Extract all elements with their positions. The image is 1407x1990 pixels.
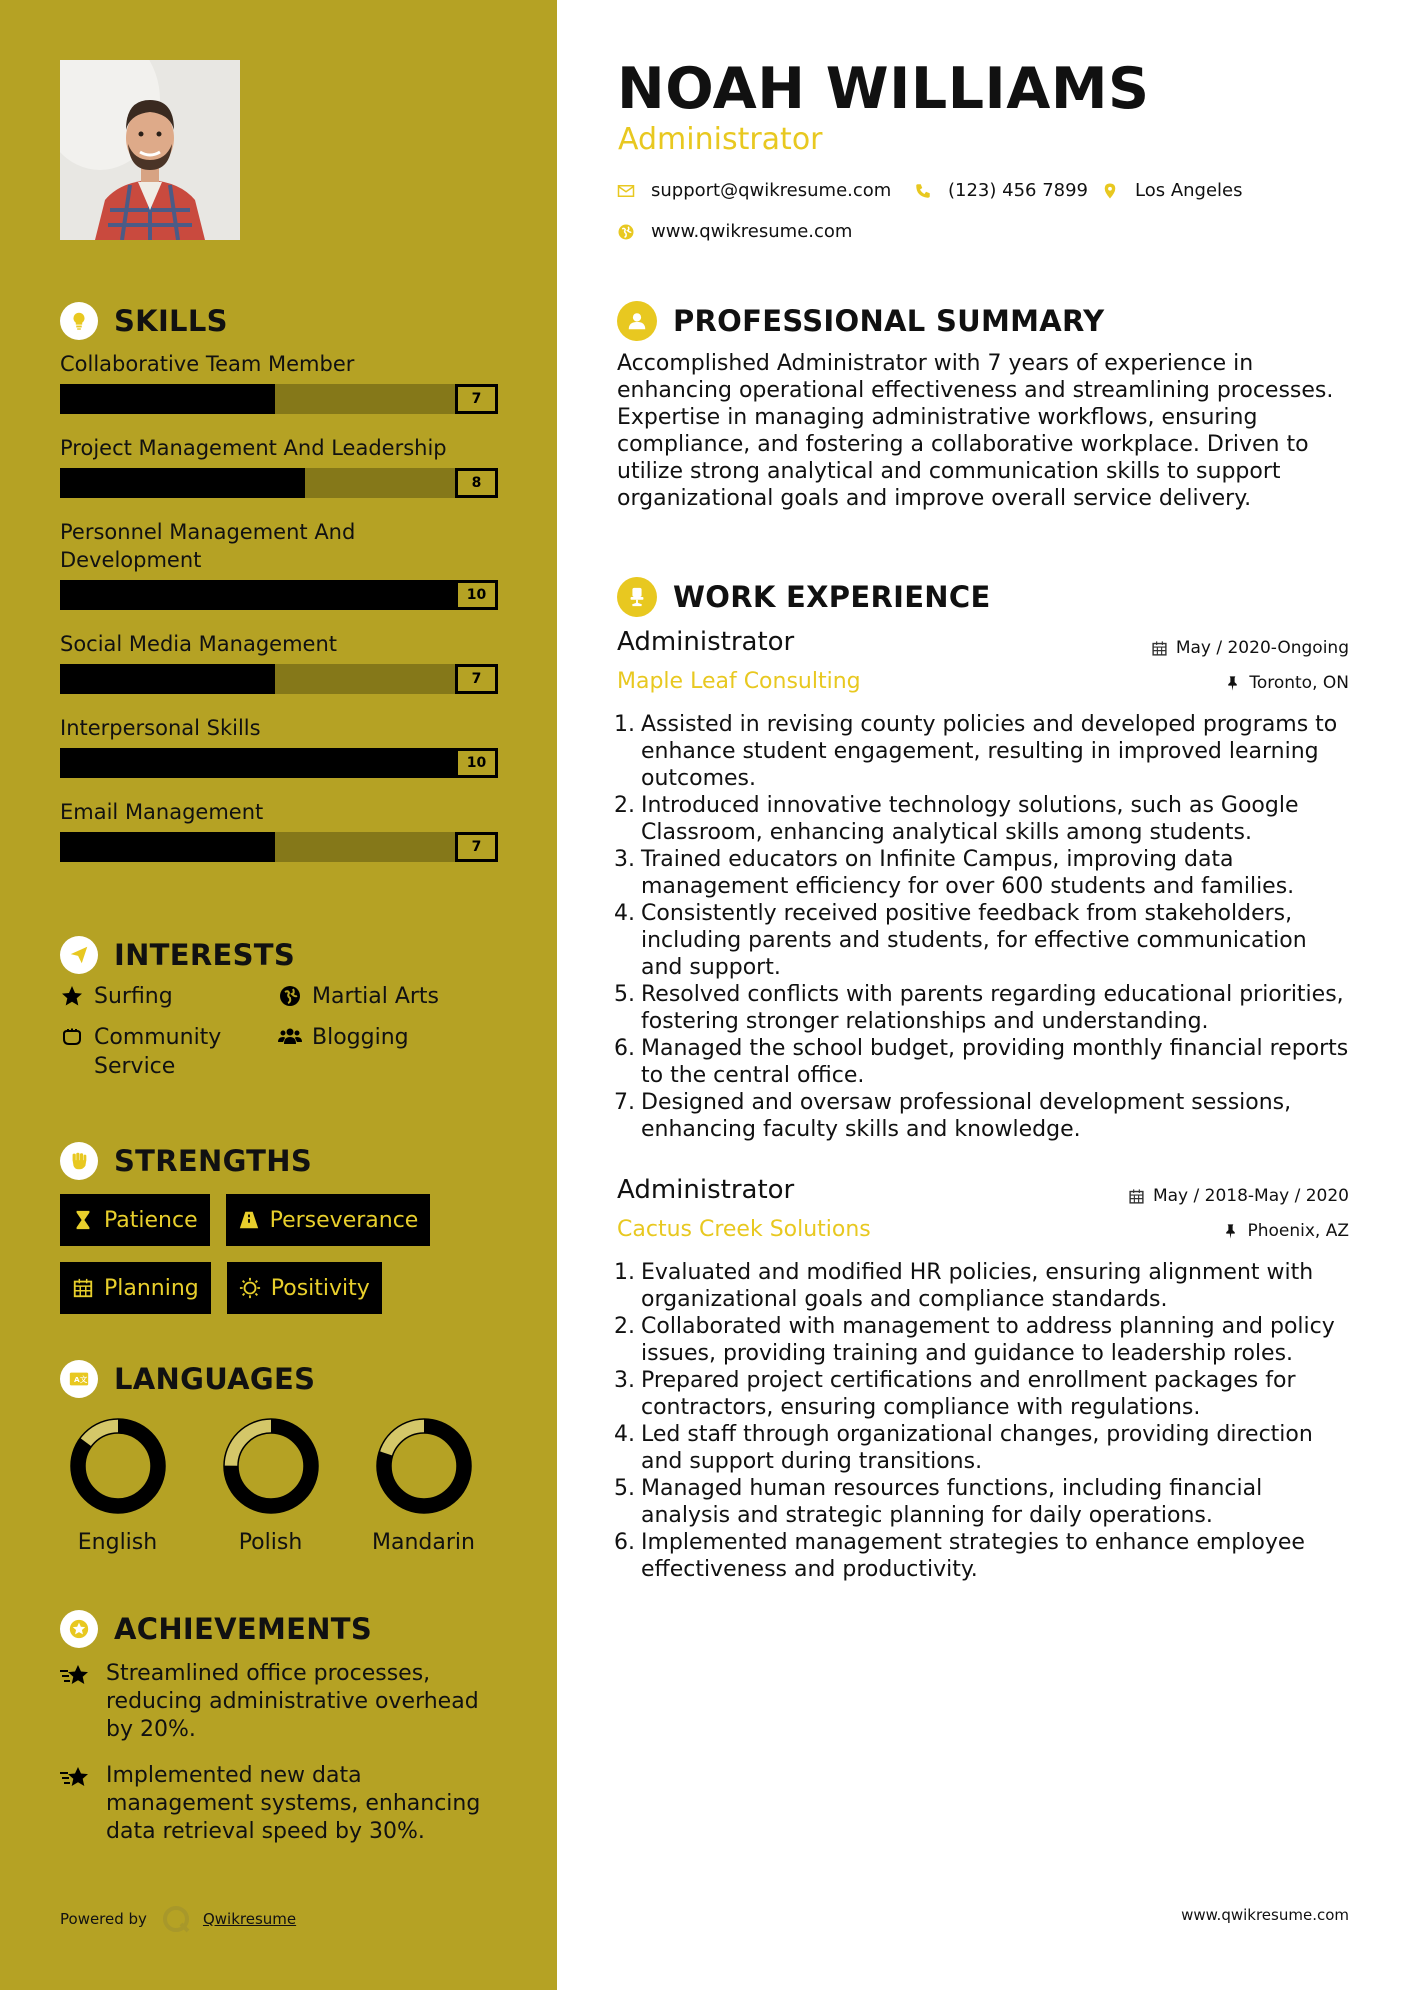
- paper-plane-icon: [60, 936, 98, 974]
- strength-badge: [60, 1262, 211, 1314]
- duty-text: Managed the school budget, providing monthly financial reports to the central office.: [641, 1036, 1349, 1088]
- interest-label: Surfing: [94, 984, 173, 1009]
- skill-name: Social Media Management: [60, 632, 338, 656]
- achievement-text: Streamlined office processes, reducing administrative overhead by 20%.: [106, 1661, 479, 1742]
- strength-badge: [227, 1262, 382, 1314]
- duty-text: Consistently received positive feedback from stakeholders, including parents and students, for effective communication and support.: [641, 901, 1307, 980]
- svg-text:A: A: [73, 1375, 80, 1385]
- duty-text: Managed human resources functions, including financial analysis and strategic planning for daily operations.: [641, 1476, 1263, 1528]
- duty-text: Assisted in revising county policies and developed programs to enhance student engagement, resulting in improved learning outcomes.: [641, 712, 1338, 791]
- skill-bar-fill: [60, 832, 275, 862]
- svg-text:文: 文: [79, 1375, 88, 1385]
- duty-item: 2. Introduced innovative technology solutions, such as Google Classroom, enhancing analytical skills among students.: [612, 792, 1352, 846]
- location-text: Los Angeles: [1135, 180, 1243, 201]
- interest-item: [60, 1023, 278, 1081]
- phone-contact[interactable]: [914, 180, 1088, 201]
- duty-item: 3. Prepared project certifications and enrollment packages for contractors, ensuring compliance with regulations.: [612, 1367, 1352, 1421]
- globe-icon: [278, 984, 302, 1008]
- strengths-list: [60, 1194, 520, 1314]
- skill-level: 8: [455, 468, 498, 498]
- duty-item: 1. Assisted in revising county policies and developed programs to enhance student engagement, resulting in improved learning outcomes.: [612, 711, 1352, 792]
- experience-title: WORK EXPERIENCE: [673, 580, 991, 614]
- strength-badge: [60, 1194, 210, 1246]
- job-location: [1222, 1221, 1349, 1241]
- summary-title: PROFESSIONAL SUMMARY: [673, 304, 1105, 338]
- languages-title: LANGUAGES: [114, 1362, 316, 1396]
- sun-icon: [239, 1277, 261, 1299]
- skill-bar: [60, 832, 498, 862]
- website-text[interactable]: www.qwikresume.com: [651, 221, 853, 242]
- job-location: [1224, 673, 1349, 693]
- duty-item: 1. Evaluated and modified HR policies, ensuring alignment with organizational goals and compliance standards.: [612, 1259, 1352, 1313]
- skill-level: 7: [455, 832, 498, 862]
- skills-heading: [60, 302, 228, 340]
- achievements-heading: [60, 1610, 372, 1648]
- skills-title: SKILLS: [114, 304, 228, 338]
- skill-item: [60, 630, 500, 694]
- skills-list: [60, 350, 500, 882]
- skill-bar-fill: [60, 580, 455, 610]
- skill-name: Interpersonal Skills: [60, 716, 261, 740]
- skill-level: 7: [455, 664, 498, 694]
- duty-text: Designed and oversaw professional development sessions, enhancing faculty skills and knowledge.: [641, 1090, 1292, 1142]
- duty-text: Introduced innovative technology solutions, such as Google Classroom, enhancing analytical skills among students.: [641, 793, 1299, 845]
- language-ring: [372, 1414, 476, 1518]
- globe-icon: [617, 223, 635, 241]
- duty-text: Led staff through organizational changes, providing direction and support during transitions.: [641, 1422, 1313, 1474]
- achievements-list: [60, 1660, 510, 1864]
- strength-label: Planning: [104, 1275, 199, 1301]
- skill-bar: [60, 664, 498, 694]
- skill-bar-fill: [60, 748, 455, 778]
- company-name: Maple Leaf Consulting: [617, 669, 861, 694]
- achievement-item: [60, 1660, 510, 1744]
- language-name: Polish: [238, 1530, 303, 1555]
- chair-icon: [617, 577, 657, 617]
- phone-text[interactable]: (123) 456 7899: [948, 180, 1089, 201]
- lightbulb-icon: [60, 302, 98, 340]
- duty-item: 2. Collaborated with management to address planning and policy issues, providing training and guidance to leadership roles.: [612, 1313, 1352, 1367]
- skill-level: 10: [455, 748, 498, 778]
- language-ring: [66, 1414, 170, 1518]
- duty-item: 5. Resolved conflicts with parents regarding educational priorities, fostering stronger relationships and understanding.: [612, 981, 1352, 1035]
- location-contact: [1101, 180, 1243, 201]
- language-name: Mandarin: [372, 1530, 475, 1555]
- interests-list: [60, 982, 520, 1081]
- candidate-name: NOAH WILLIAMS: [617, 56, 1150, 122]
- achievement-text: Implemented new data management systems, enhancing data retrieval speed by 30%.: [106, 1763, 481, 1844]
- skill-item: [60, 350, 500, 414]
- summary-heading: [617, 301, 1104, 341]
- job-dates-text: May / 2018-May / 2020: [1152, 1186, 1349, 1206]
- skill-bar-fill: [60, 468, 305, 498]
- calendar-icon: [1151, 640, 1168, 657]
- duties-list: [612, 1259, 1352, 1583]
- summary-text: Accomplished Administrator with 7 years of experience in enhancing operational effectiveness and streamlining processes. Expertise in managing administrative workflows, ensuring compliance, and fostering a collaborative workplace. Driven to utilize strong analytical and communication skills to support organizational goals and improve overall service delivery.: [617, 351, 1334, 511]
- skill-name: Project Management And Leadership: [60, 436, 447, 460]
- fist-icon: [60, 1142, 98, 1180]
- skill-item: [60, 798, 500, 862]
- hand-icon: [60, 1025, 84, 1049]
- job-dates-text: May / 2020-Ongoing: [1175, 638, 1349, 658]
- interest-item: [278, 982, 498, 1011]
- duty-text: Collaborated with management to address planning and policy issues, providing training and guidance to leadership roles.: [641, 1314, 1335, 1366]
- duty-item: 6. Implemented management strategies to enhance employee effectiveness and productivity.: [612, 1529, 1352, 1583]
- pushpin-icon: [1224, 675, 1241, 692]
- skill-bar: [60, 748, 498, 778]
- language-icon: [60, 1360, 98, 1398]
- shooting-star-icon: [60, 1765, 92, 1791]
- language-item: [208, 1414, 333, 1555]
- qwikresume-link[interactable]: Qwikresume: [202, 1910, 297, 1928]
- candidate-role: Administrator: [618, 122, 823, 157]
- strength-label: Perseverance: [269, 1207, 419, 1233]
- shooting-star-icon: [60, 1663, 92, 1689]
- job-title: Administrator: [617, 1175, 795, 1205]
- strength-label: Positivity: [270, 1275, 370, 1301]
- powered-by-label: Powered by: [60, 1910, 147, 1928]
- languages-heading: [60, 1360, 315, 1398]
- users-icon: [278, 1025, 302, 1049]
- interest-item: [278, 1023, 498, 1081]
- pushpin-icon: [1222, 1223, 1239, 1240]
- powered-by: [60, 1904, 296, 1934]
- language-item: [361, 1414, 486, 1555]
- skill-item: [60, 518, 500, 610]
- job-title: Administrator: [617, 627, 795, 657]
- road-icon: [238, 1209, 260, 1231]
- strength-badge: [226, 1194, 431, 1246]
- map-pin-icon: [1101, 182, 1119, 200]
- experience-heading: [617, 577, 991, 617]
- duty-text: Resolved conflicts with parents regarding educational priorities, fostering stronger relationships and understanding.: [641, 982, 1344, 1034]
- sidebar: [0, 0, 557, 1990]
- skill-bar: [60, 384, 498, 414]
- duty-item: 5. Managed human resources functions, including financial analysis and strategic planning for daily operations.: [612, 1475, 1352, 1529]
- calendar-icon: [72, 1277, 94, 1299]
- achievements-title: ACHIEVEMENTS: [114, 1612, 373, 1646]
- profile-photo: [60, 60, 240, 240]
- duty-item: 4. Consistently received positive feedback from stakeholders, including parents and students, for effective communication and support.: [612, 900, 1352, 981]
- company-name: Cactus Creek Solutions: [617, 1217, 871, 1242]
- language-item: [55, 1414, 180, 1555]
- achievement-item: [60, 1762, 510, 1846]
- duties-list: [612, 711, 1352, 1143]
- calendar-icon: [1128, 1188, 1145, 1205]
- job-dates: [1151, 638, 1349, 658]
- hourglass-icon: [72, 1209, 94, 1231]
- job-dates: [1128, 1186, 1349, 1206]
- interests-title: INTERESTS: [114, 938, 296, 972]
- profile-photo-image: [60, 60, 240, 240]
- skill-bar-fill: [60, 664, 275, 694]
- email-text[interactable]: support@qwikresume.com: [651, 180, 892, 201]
- envelope-icon: [617, 182, 635, 200]
- duty-text: Trained educators on Infinite Campus, improving data management efficiency for over 600 students and families.: [641, 847, 1295, 899]
- duty-item: 7. Designed and oversaw professional development sessions, enhancing faculty skills and knowledge.: [612, 1089, 1352, 1143]
- duty-item: 6. Managed the school budget, providing monthly financial reports to the central office.: [612, 1035, 1352, 1089]
- job-location-text: Toronto, ON: [1249, 673, 1349, 693]
- skill-bar-fill: [60, 384, 275, 414]
- skill-item: [60, 714, 500, 778]
- star-icon: [60, 984, 84, 1008]
- skill-item: [60, 434, 500, 498]
- footer-website[interactable]: www.qwikresume.com: [1181, 1906, 1349, 1924]
- languages-list: [55, 1414, 495, 1555]
- skill-level: 10: [455, 580, 498, 610]
- skill-name: Email Management: [60, 800, 264, 824]
- strengths-heading: [60, 1142, 312, 1180]
- strength-label: Patience: [104, 1207, 198, 1233]
- skill-name: Collaborative Team Member: [60, 352, 355, 376]
- strengths-title: STRENGTHS: [114, 1144, 313, 1178]
- user-icon: [617, 301, 657, 341]
- interests-heading: [60, 936, 295, 974]
- duty-item: 4. Led staff through organizational changes, providing direction and support during transitions.: [612, 1421, 1352, 1475]
- duty-item: 3. Trained educators on Infinite Campus, improving data management efficiency for over 600 students and families.: [612, 846, 1352, 900]
- skill-bar: [60, 468, 498, 498]
- skill-bar: [60, 580, 498, 610]
- language-name: English: [77, 1530, 158, 1555]
- qwikresume-logo-icon: [161, 1904, 191, 1934]
- email-contact[interactable]: [617, 180, 891, 201]
- duty-text: Implemented management strategies to enhance employee effectiveness and productivity.: [641, 1530, 1305, 1582]
- duty-text: Prepared project certifications and enrollment packages for contractors, ensuring compliance with regulations.: [641, 1368, 1296, 1420]
- website-contact[interactable]: [617, 221, 852, 242]
- interest-label: Community Service: [94, 1025, 222, 1079]
- interest-item: [60, 982, 278, 1011]
- language-ring: [219, 1414, 323, 1518]
- job-location-text: Phoenix, AZ: [1247, 1221, 1349, 1241]
- interest-label: Martial Arts: [312, 984, 440, 1009]
- phone-icon: [914, 182, 932, 200]
- skill-name: Personnel Management And Development: [60, 520, 356, 572]
- star-badge-icon: [60, 1610, 98, 1648]
- duty-text: Evaluated and modified HR policies, ensuring alignment with organizational goals and compliance standards.: [641, 1260, 1314, 1312]
- skill-level: 7: [455, 384, 498, 414]
- interest-label: Blogging: [312, 1025, 409, 1050]
